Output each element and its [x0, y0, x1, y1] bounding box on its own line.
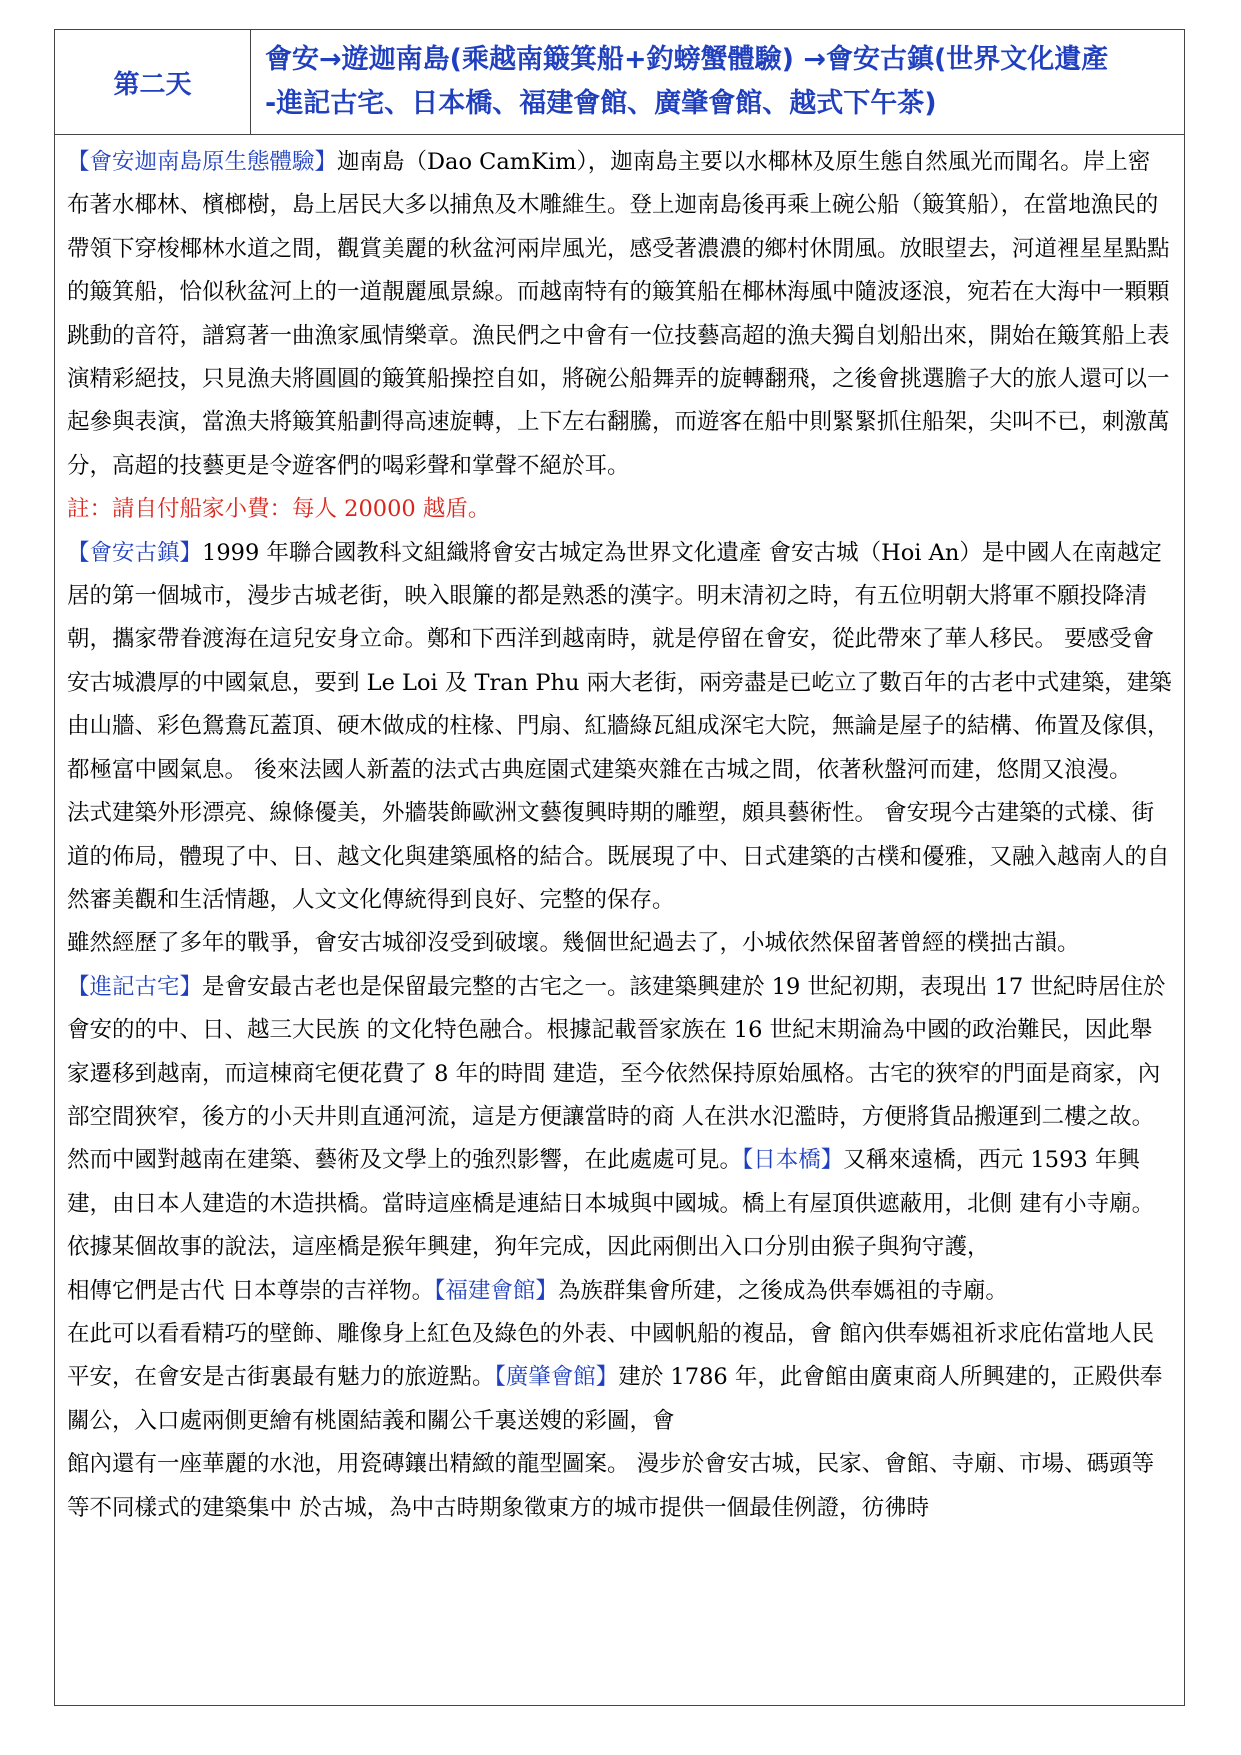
french-architecture-paragraph: 法式建築外形漂亮、線條優美，外牆裝飾歐洲文藝復興時期的雕塑，頗具藝術性。 會安現今古建築的式樣、街道的佈局，體現了中、日、越文化與建築風格的結合。既展現了中、日式建築的古樸和優雅，又融入越南人的自然審美觀和生活情趣，人文文化傳統得到良好、完整的保存。 — [67, 800, 1170, 913]
canton-paragraph — [67, 1313, 1172, 1443]
fujian-text: 為族群集會所建，之後成為供奉媽祖的寺廟。 — [557, 1277, 1008, 1304]
section-tag-canton: 【廣肇會館】 — [494, 1364, 619, 1391]
camkim-paragraph — [67, 141, 1172, 488]
canton-text: 建於 1786 年，此會館由廣東商人所興建的，正殿供奉關公，入口處兩側更繪有桃園結義和關公千裏送嫂的彩圖，會 — [67, 1364, 1163, 1434]
tanky-text: 是會安最古老也是保留最完整的古宅之一。該建築興建於 19 世紀初期，表現出 17 世紀時居住於會安的的中、日、越三大民族 的文化特色融合。根據記載晉家族在 16 世紀末期淪為中國的政治難民，因此舉家遷移到越南，而這棟商宅便花費了 8 年的時間 建造，至今依然保持原始風格。古宅的狹窄的門面是商家，內部空間狹窄，後方的小天井則直通河流，這是方便讓當時的商 人在洪水氾濫時，方便將貨品搬運到二樓之故。然而中國對越南在建築、藝術及文學上的強烈影響，在此處處可見。 — [67, 973, 1166, 1174]
itinerary-table — [54, 29, 1185, 1706]
camkim-text: 迦南島（Dao CamKim），迦南島主要以水椰林及原生態自然風光而聞名。岸上密布著水椰林、檳榔樹，島上居民大多以捕魚及木雕維生。登上迦南島後再乘上碗公船（簸箕船），在當地漁民的帶領下穿梭椰林水道之間，觀賞美麗的秋盆河兩岸風光，感受著濃濃的鄉村休閒風。放眼望去，河道裡星星點點的簸箕船，恰似秋盆河上的一道靚麗風景線。而越南特有的簸箕船在椰林海風中隨波逐浪，宛若在大海中一顆顆跳動的音符，譜寫著一曲漁家風情樂章。漁民們之中會有一位技藝高超的漁夫獨自划船出來，開始在簸箕船上表演精彩絕技，只見漁夫將圓圓的簸箕船操控自如，將碗公船舞弄的旋轉翻飛，之後會挑選膽子大的旅人還可以一起參與表演，當漁夫將簸箕船劃得高速旋轉，上下左右翻騰，而遊客在船中則緊緊抓住船架，尖叫不已，刺激萬分，高超的技藝更是令遊客們的喝彩聲和掌聲不絕於耳。 — [67, 149, 1170, 479]
war-paragraph: 雖然經歷了多年的戰爭，會安古城卻沒受到破壞。幾個世紀過去了，小城依然保留著曾經的樸拙古韻。 — [67, 930, 1080, 957]
bridge-text: 又稱來遠橋，西元 1593 年興建，由日本人建造的木造拱橋。當時這座橋是連結日本城與中國城。橋上有屋頂供遮蔽用，北側 建有小寺廟。依據某個故事的說法，這座橋是猴年興建，狗年完成，因此兩側出入口分別由猴子與狗守護， — [67, 1147, 1155, 1261]
section-tag-fujian: 【福建會館】 — [434, 1277, 558, 1304]
hoian-text: 1999 年聯合國教科文組織將會安古城定為世界文化遺產 會安古城（Hoi An）是中國人在南越定居的第一個城市，漫步古城老街，映入眼簾的都是熟悉的漢字。明末清初之時，有五位明朝大將軍不願投降清朝，攜家帶眷渡海在這兒安身立命。鄭和下西洋到越南時，就是停留在會安，從此帶來了華人移民。 要感受會安古城濃厚的中國氣息，要到 Le Loi 及 Tran Phu 兩大老街，兩旁盡是已屹立了數百年的古老中式建築，建築由山牆、彩色鴛鴦瓦蓋頂、硬木做成的柱椽、門扇、紅牆綠瓦組成深宅大院，無論是屋子的結構、佈置及傢俱，都極富中國氣息。 後來法國人新蓋的法式古典庭園式建築夾雜在古城之間，依著秋盤河而建，悠閒又浪漫。 — [67, 539, 1172, 783]
hoian-paragraph — [67, 532, 1172, 792]
section-tag-tanky: 【進記古宅】 — [67, 973, 203, 1000]
section-tag-hoian: 【會安古鎮】 — [67, 539, 203, 566]
day-title-line1: 會安→遊迦南島(乘越南簸箕船+釣螃蟹體驗) →會安古鎮(世界文化遺產 — [265, 44, 1109, 75]
table-header-row — [55, 30, 1184, 135]
tip-note: 註：請自付船家小費：每人 20000 越盾。 — [67, 496, 491, 523]
section-tag-camkim: 【會安迦南島原生態體驗】 — [67, 149, 338, 175]
fujian-text-2: 在此可以看看精巧的壁飾、雕像身上紅色及綠色的外表、中國帆船的複品，會 館內供奉媽祖祈求庇佑當地人民平安，在會安是古街裏最有魅力的旅遊點。 — [67, 1320, 1155, 1391]
tanky-paragraph — [67, 966, 1172, 1270]
section-tag-bridge: 【日本橋】 — [742, 1147, 844, 1174]
day-label: 第二天 — [55, 30, 251, 134]
legend-text: 相傳它們是古代 日本尊崇的吉祥物。 — [67, 1277, 435, 1304]
day-title-line2: -進記古宅、日本橋、福建會館、廣肇會館、越式下午茶) — [265, 88, 937, 119]
day-title — [251, 30, 1184, 134]
final-paragraph: 館內還有一座華麗的水池，用瓷磚鑲出精緻的龍型圖案。 漫步於會安古城，民家、會館、寺廟、市場、碼頭等等不同樣式的建築集中 於古城，為中古時期象徵東方的城市提供一個最佳例證，彷彿時 — [67, 1451, 1155, 1521]
itinerary-body — [55, 135, 1184, 1530]
fujian-paragraph — [67, 1270, 1172, 1313]
